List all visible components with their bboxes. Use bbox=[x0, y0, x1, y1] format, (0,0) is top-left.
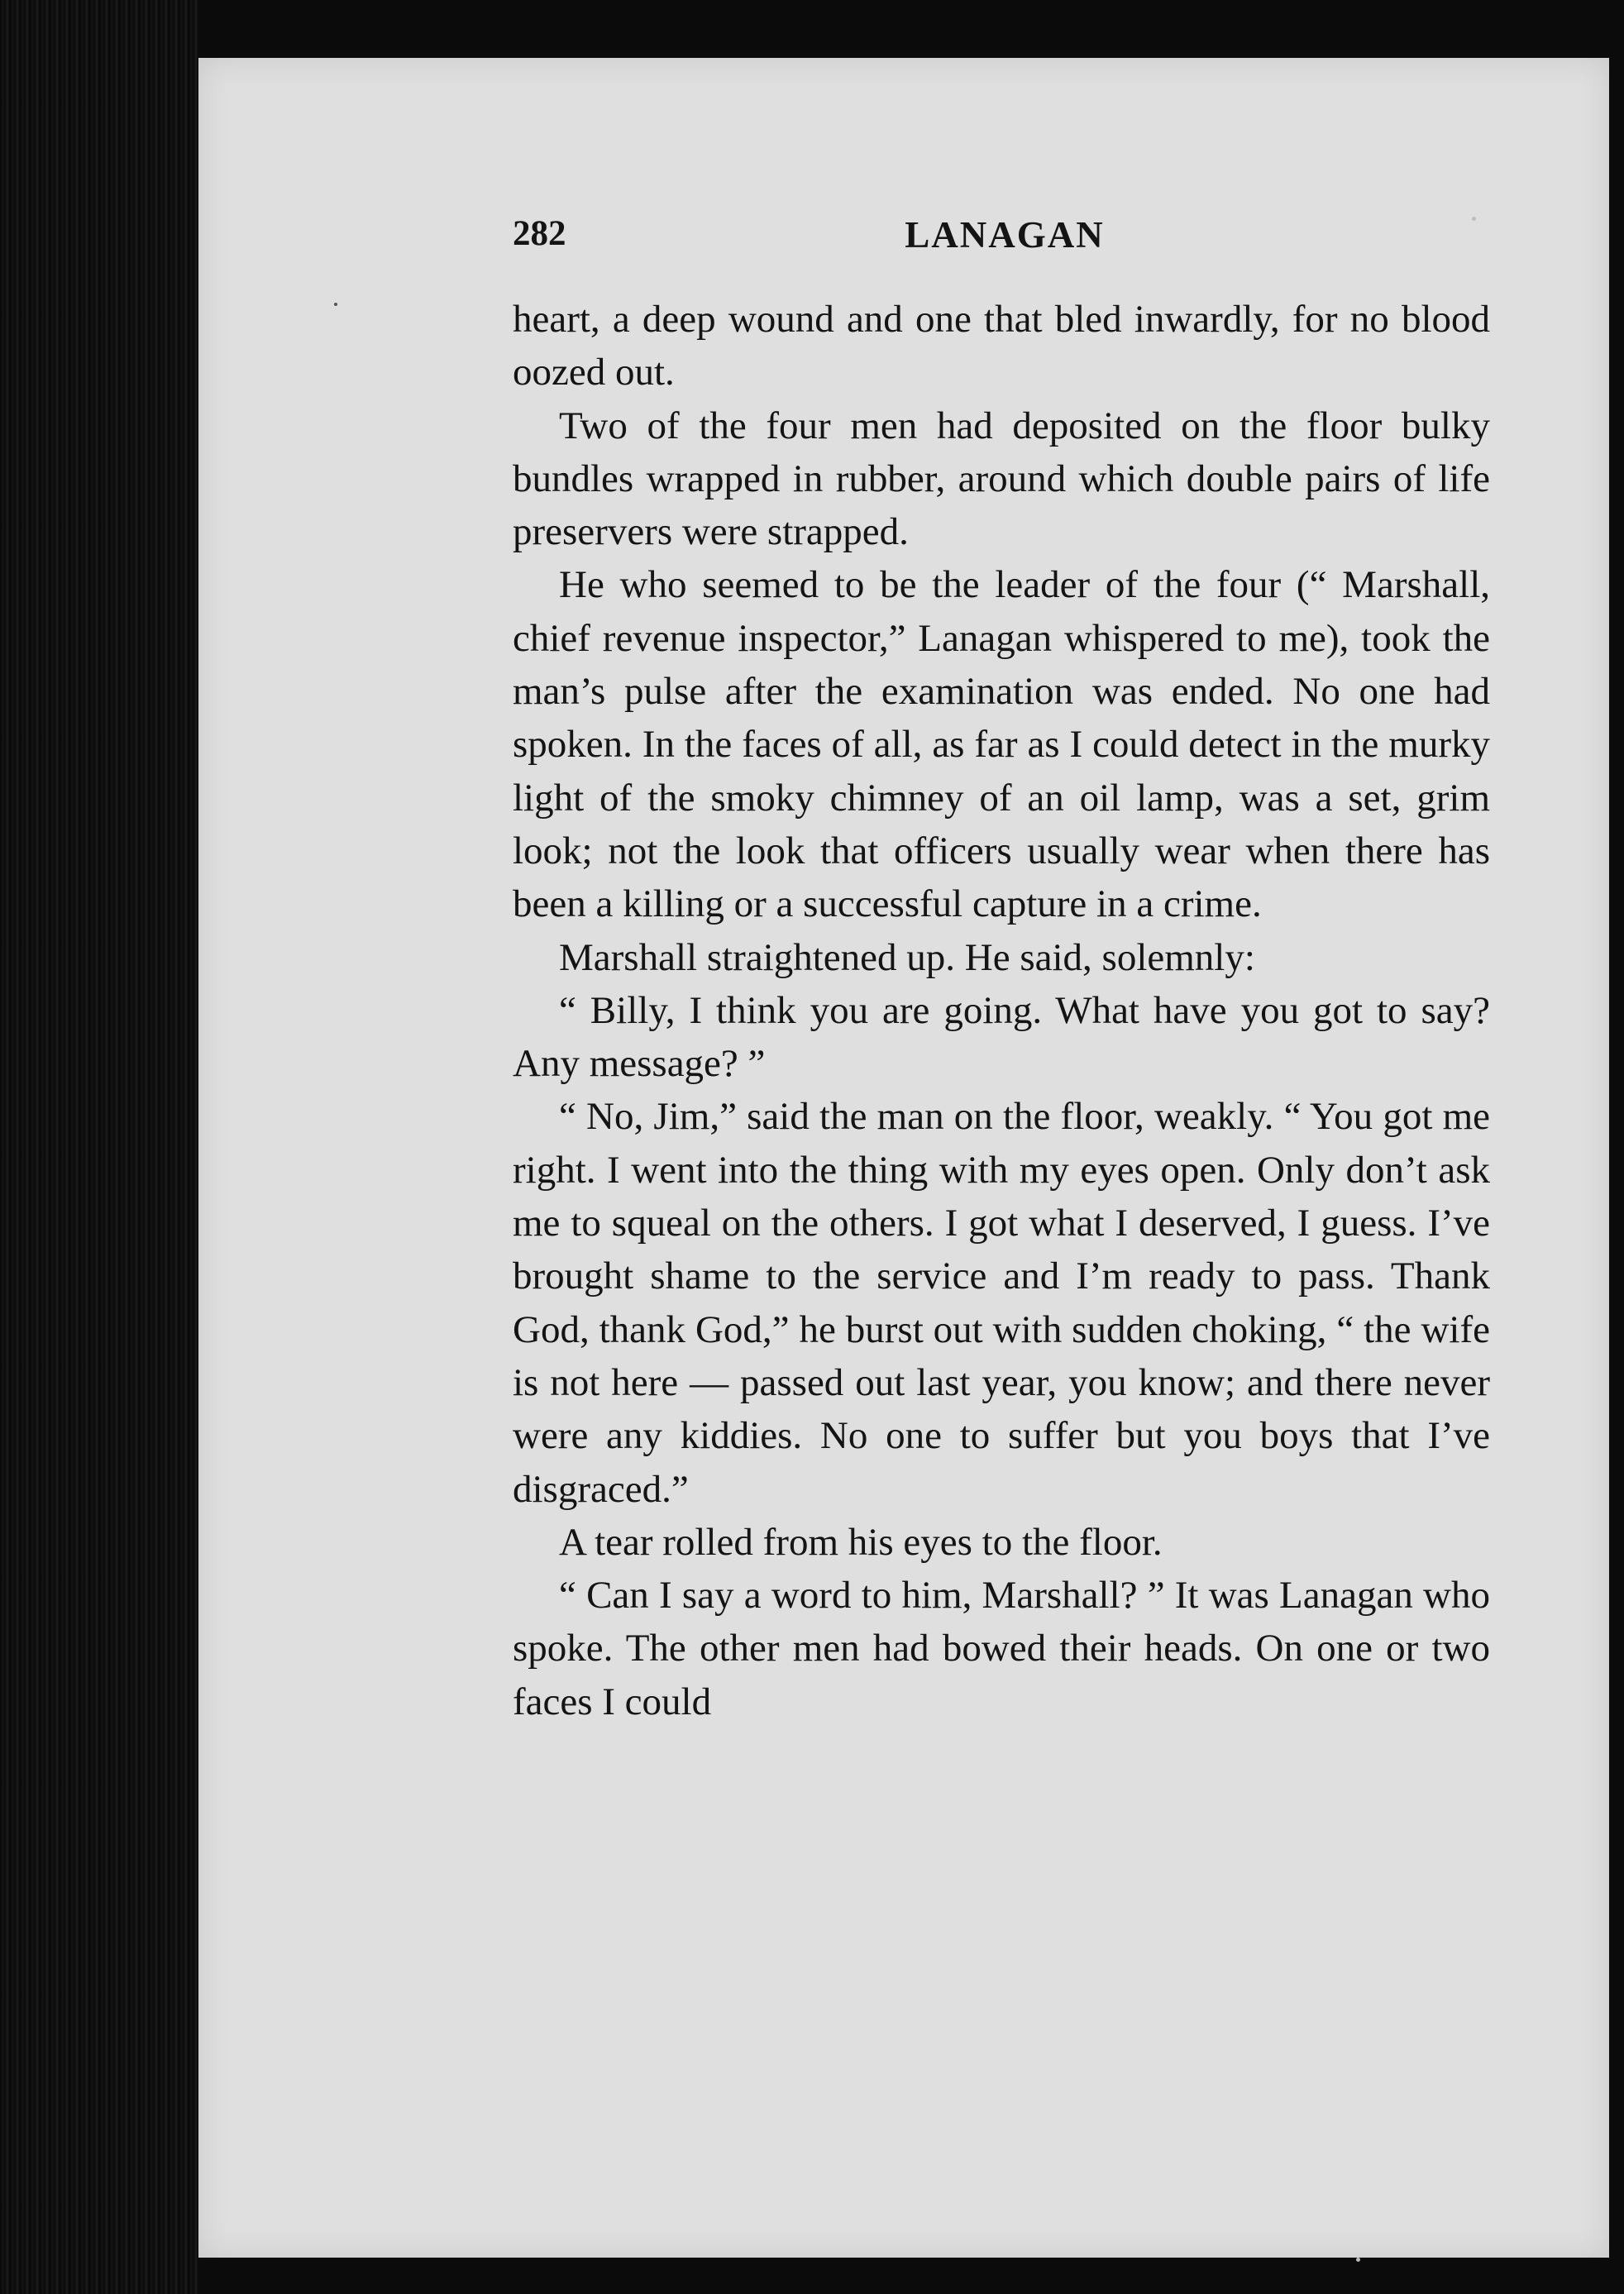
paper-speck bbox=[334, 303, 337, 306]
page-number: 282 bbox=[513, 214, 566, 253]
paper-speck bbox=[1356, 2258, 1360, 2262]
paragraph: “ Billy, I think you are going. What have you got to say? Any message? ” bbox=[513, 988, 1490, 1086]
paragraph: heart, a deep wound and one that bled inwardly, for no blood oozed out. bbox=[513, 298, 1490, 394]
paragraph: He who seemed to be the leader of the four (“ Marshall, chief revenue inspector,” Lanagan whispered to me), took the man’s pulse after the examination was ended. No one had spoken. In the faces of all, as far as I could detect in the murky light of the smoky chimney of an oil lamp, was a set, grim look; not the look that officers usually wear when there has been a killing or a successful capture in a crime. bbox=[513, 563, 1490, 926]
page-body-text bbox=[513, 293, 1490, 1728]
paragraph: “ No, Jim,” said the man on the floor, weakly. “ You got me right. I went into the thing with my eyes open. Only don’t ask me to squeal on the others. I got what I deserved, I guess. I’ve brought shame to the service and I’m ready to pass. Thank God, thank God,” he burst out with sudden choking, “ the wife is not here — passed out last year, you know; and there never were any kiddies. No one to suffer but you boys that I’ve disgraced.” bbox=[513, 1095, 1490, 1511]
book-spine-edge bbox=[0, 0, 198, 2294]
paragraph: Marshall straightened up. He said, solemnly: bbox=[559, 935, 1255, 979]
running-title: LANAGAN bbox=[905, 214, 1105, 256]
page-header bbox=[513, 213, 1497, 263]
paragraph: Two of the four men had deposited on the floor bulky bundles wrapped in rubber, around which double pairs of life preservers were strapped. bbox=[513, 404, 1490, 554]
paragraph: A tear rolled from his eyes to the floor. bbox=[559, 1520, 1163, 1564]
paragraph: “ Can I say a word to him, Marshall? ” It was Lanagan who spoke. The other men had bowed their heads. On one or two faces I could bbox=[513, 1574, 1490, 1723]
